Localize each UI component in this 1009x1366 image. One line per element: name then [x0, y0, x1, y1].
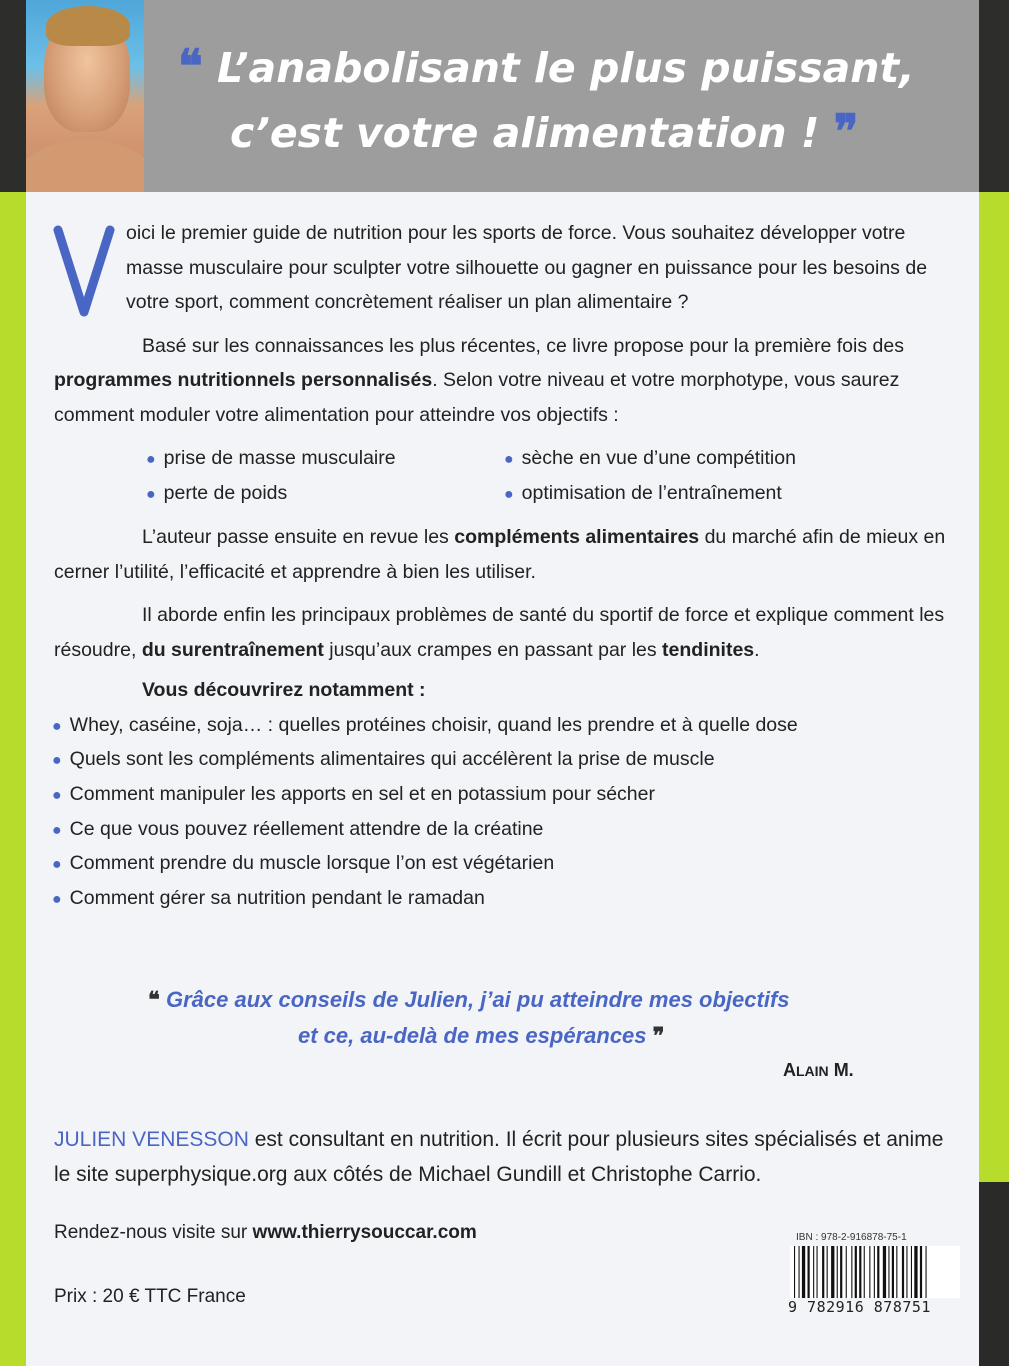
paragraph-health: Il aborde enfin les principaux problèmes de santé du sportif de force et explique comment les résoudre, du surentraînement jusqu’aux crampes en passant par les tendinites. [54, 604, 945, 661]
barcode-bar [817, 1246, 818, 1298]
visit-line: Rendez-nous visite sur www.thierrysouccar.com [54, 1222, 477, 1243]
bullet-icon: ● [52, 821, 62, 839]
barcode-bar [896, 1246, 897, 1298]
list-item: ● Quels sont les compléments alimentaires qui accélèrent la prise de muscle [52, 748, 715, 771]
objectives-list [54, 441, 954, 511]
bullet-icon: ● [52, 717, 62, 735]
barcode-bar [906, 1246, 907, 1298]
list-item: ● Comment manipuler les apports en sel et en potassium pour sécher [52, 782, 655, 805]
barcode-bar [822, 1246, 824, 1298]
barcode-bar [864, 1246, 865, 1298]
barcode-bar [794, 1246, 795, 1298]
barcode-bar [808, 1246, 810, 1298]
open-quote-icon: ❝ [148, 987, 160, 1013]
list-item: ● Comment prendre du muscle lorsque l’on est végétarien [52, 852, 555, 875]
author-bio: JULIEN VENESSON est consultant en nutrition. Il écrit pour plusieurs sites spécialisés et anime le site superphysique.org aux côtés de Michael Gundill et Christophe Carrio. [54, 1128, 944, 1186]
barcode-bar [877, 1246, 879, 1298]
barcode-bar [831, 1246, 834, 1298]
discover-list [52, 708, 954, 916]
close-quote-icon: ❞ [652, 1023, 665, 1049]
objective-item: ● perte de poids [146, 482, 288, 504]
author-name: JULIEN VENESSON [54, 1128, 249, 1151]
bullet-icon: ● [504, 451, 514, 468]
bullet-icon: ● [52, 856, 62, 874]
right-dark-strip [979, 0, 1009, 192]
intro-paragraph: oici le premier guide de nutrition pour les sports de force. Vous souhaitez développer votre masse musculaire pour sculpter votre silhouette ou gagner en puissance pour les besoins de votre sport, comment concrètement réaliser un plan alimentaire ? [126, 222, 928, 313]
barcode-bar [859, 1246, 861, 1298]
barcode-bar [869, 1246, 870, 1298]
open-quote-icon: ❝ [178, 39, 203, 93]
headline-line-2: c’est votre alimentation ! [230, 109, 820, 157]
price: Prix : 20 € TTC France [54, 1286, 246, 1307]
paragraph-supplements: L’auteur passe ensuite en revue les compléments alimentaires du marché afin de mieux en cerner l’utilité, l’efficacité et apprendre à bien les utiliser. [54, 526, 946, 583]
paragraph-programs: Basé sur les connaissances les plus récentes, ce livre propose pour la première fois des programmes nutritionnels personnalisés. Selon votre niveau et votre morphotype, vous saurez comment moduler votre alimentation pour atteindre vos objectifs : [54, 334, 904, 426]
photo-shoulders [26, 140, 144, 192]
objective-item: ● sèche en vue d’une compétition [504, 447, 796, 469]
barcode-bar [837, 1246, 838, 1298]
barcode-bar [813, 1246, 814, 1298]
discover-title: Vous découvrirez notamment : [142, 679, 426, 701]
testimonial-quote [148, 982, 888, 1054]
barcode-bar [883, 1246, 886, 1298]
barcode-bar [914, 1246, 917, 1298]
testimonial-line-2: et ce, au-delà de mes espérances [298, 1023, 647, 1048]
barcode-bar [802, 1246, 805, 1298]
back-cover-text [54, 216, 954, 916]
list-item: ● Ce que vous pouvez réellement attendre de la créatine [52, 817, 544, 840]
bullet-icon: ● [52, 786, 62, 804]
barcode-bar [846, 1246, 847, 1298]
objective-item: ● optimisation de l’entraînement [504, 482, 782, 504]
bullet-icon: ● [504, 486, 514, 503]
barcode-bar [827, 1246, 828, 1298]
headline-quote [178, 35, 958, 165]
bullet-icon: ● [52, 890, 62, 908]
barcode-bar [799, 1246, 800, 1298]
right-lime-border [979, 192, 1009, 1182]
left-lime-border [0, 192, 26, 1366]
isbn-label: IBN : 978-2-916878-75-1 [796, 1232, 907, 1243]
bullet-icon: ● [146, 486, 156, 503]
barcode-bar [840, 1246, 842, 1298]
barcode-bar [855, 1246, 857, 1298]
bullet-icon: ● [52, 752, 62, 770]
bullet-icon: ● [146, 451, 156, 468]
list-item: ● Comment gérer sa nutrition pendant le ramadan [52, 886, 485, 909]
list-item: ● Whey, caséine, soja… : quelles protéines choisir, quand les prendre et à quelle dose [52, 713, 798, 736]
barcode [790, 1246, 960, 1298]
close-quote-icon: ❞ [833, 104, 859, 158]
headline-line-1: L’anabolisant le plus puissant, [217, 44, 915, 92]
left-dark-strip [0, 0, 26, 192]
barcode-bar [926, 1246, 927, 1298]
testimonial-author: ALAIN M. [783, 1060, 854, 1080]
barcode-number: 9 782916 878751 [788, 1298, 931, 1316]
barcode-bar [911, 1246, 912, 1298]
barcode-bar [892, 1246, 894, 1298]
barcode-bar [888, 1246, 889, 1298]
testimonial-line-1: Grâce aux conseils de Julien, j’ai pu atteindre mes objectifs [165, 987, 790, 1012]
objective-item: ● prise de masse musculaire [146, 447, 396, 469]
barcode-bar [851, 1246, 852, 1298]
barcode-bar [920, 1246, 922, 1298]
barcode-bar [874, 1246, 875, 1298]
author-photo [26, 0, 144, 192]
barcode-bar [902, 1246, 904, 1298]
photo-hair [46, 6, 130, 46]
publisher-url: www.thierrysouccar.com [252, 1222, 477, 1243]
